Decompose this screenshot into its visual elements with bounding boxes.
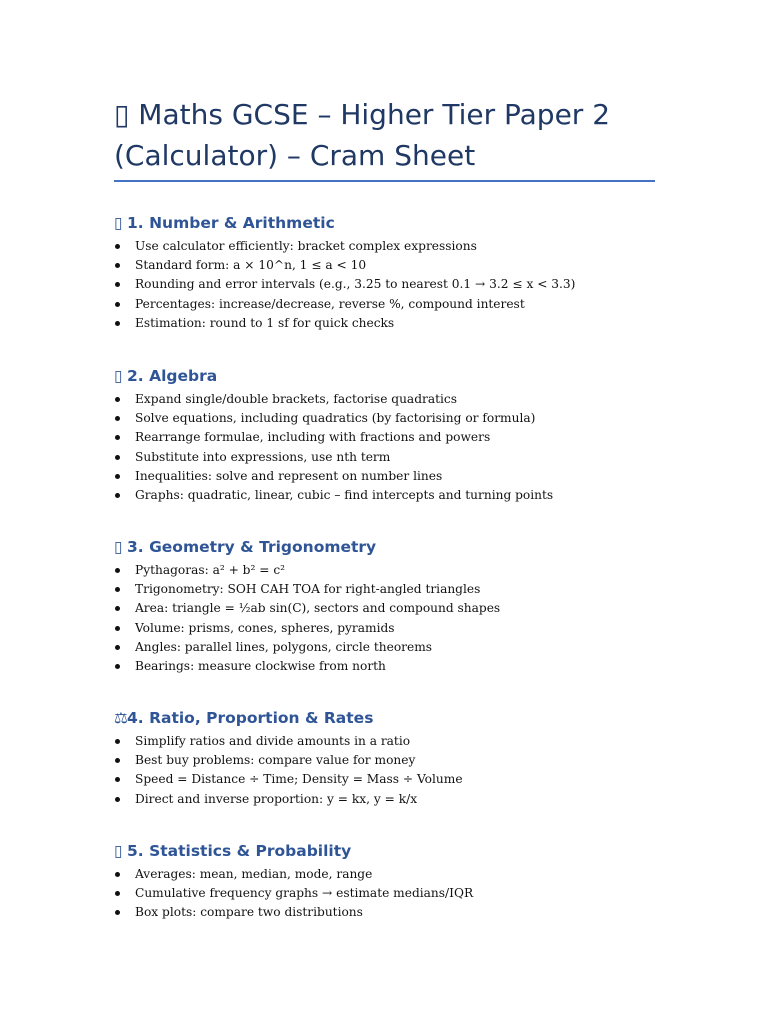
list-item: [114, 657, 714, 676]
bullet-icon: [115, 244, 120, 249]
bullet-icon: [115, 891, 120, 896]
list-item: [114, 237, 714, 256]
list-item-text: Angles: parallel lines, polygons, circle theorems: [135, 639, 433, 654]
bullet-list: [114, 561, 714, 676]
bullet-list: [114, 865, 714, 923]
bullet-icon: [115, 777, 120, 782]
list-item-text: Estimation: round to 1 sf for quick checks: [135, 315, 395, 330]
section-ratio-proportion-rates: [114, 708, 714, 809]
section-heading-text: 4. Ratio, Proportion & Rates: [127, 709, 374, 727]
list-item-text: Area: triangle = ½ab sin(C), sectors and compound shapes: [135, 601, 501, 616]
list-item: [114, 314, 714, 333]
list-item-text: Volume: prisms, cones, spheres, pyramids: [135, 620, 395, 635]
list-item: [114, 865, 714, 884]
bullet-icon: [115, 435, 120, 440]
list-item-text: Use calculator efficiently: bracket complex expressions: [135, 239, 477, 253]
list-item-text: Solve equations, including quadratics (by factorising or formula): [135, 411, 536, 426]
section-heading-text: 2. Algebra: [127, 367, 218, 385]
bullet-icon: [115, 872, 120, 877]
bullet-icon: [115, 910, 120, 915]
list-item: [114, 638, 714, 657]
bullet-icon: [115, 455, 120, 460]
list-item: [114, 884, 714, 903]
list-item-text: Simplify ratios and divide amounts in a ratio: [135, 734, 411, 748]
bullet-icon: [115, 302, 120, 307]
missing-glyph-icon: ▯: [114, 538, 123, 556]
bullet-icon: [115, 645, 120, 650]
bullet-icon: [115, 416, 120, 421]
list-item-text: Standard form: a × 10^n, 1 ≤ a < 10: [135, 258, 367, 273]
list-item: [114, 428, 714, 447]
section-heading-text: 5. Statistics & Probability: [127, 842, 352, 860]
list-item-text: Rearrange formulae, including with fractions and powers: [135, 430, 491, 445]
bullet-icon: [115, 664, 120, 669]
bullet-icon: [115, 797, 120, 802]
list-item-text: Inequalities: solve and represent on number lines: [135, 468, 443, 483]
list-item: [114, 599, 714, 618]
list-item-text: Speed = Distance ÷ Time; Density = Mass ÷ Volume: [135, 772, 463, 787]
document-title-line-2: (Calculator) – Cram Sheet: [114, 139, 476, 172]
list-item-text: Percentages: increase/decrease, reverse %, compound interest: [135, 296, 525, 311]
list-item-text: Best buy problems: compare value for money: [135, 753, 416, 768]
bullet-icon: [115, 474, 120, 479]
document-title: [114, 94, 674, 176]
missing-glyph-icon: ▯: [114, 842, 123, 860]
title-underline-rule: [114, 180, 655, 182]
list-item-text: Averages: mean, median, mode, range: [135, 867, 373, 881]
list-item-text: Expand single/double brackets, factorise quadratics: [135, 392, 457, 406]
bullet-icon: [115, 568, 120, 573]
list-item: [114, 467, 714, 486]
list-item: [114, 409, 714, 428]
bullet-icon: [115, 739, 120, 744]
list-item: [114, 770, 714, 789]
bullet-icon: [115, 587, 120, 592]
list-item-text: Substitute into expressions, use nth term: [135, 449, 391, 464]
list-item: [114, 751, 714, 770]
section-geometry-trigonometry: [114, 537, 714, 676]
section-heading-text: 1. Number & Arithmetic: [127, 214, 335, 232]
list-item: [114, 486, 714, 505]
bullet-icon: [115, 397, 120, 402]
bullet-list: [114, 237, 714, 333]
bullet-list: [114, 390, 714, 505]
section-number-arithmetic: [114, 213, 714, 333]
bullet-icon: [115, 758, 120, 763]
section-heading: [114, 708, 714, 728]
section-heading: [114, 841, 714, 861]
bullet-icon: [115, 282, 120, 287]
list-item: [114, 580, 714, 599]
scales-icon: ⚖: [114, 709, 128, 727]
section-heading: [114, 213, 714, 233]
list-item-text: Pythagoras: a² + b² = c²: [135, 563, 286, 577]
missing-glyph-icon: ▯: [114, 367, 123, 385]
bullet-icon: [115, 263, 120, 268]
list-item: [114, 295, 714, 314]
section-statistics-probability: [114, 841, 714, 923]
list-item: [114, 561, 714, 580]
list-item-text: Direct and inverse proportion: y = kx, y = k/x: [135, 791, 418, 806]
list-item: [114, 790, 714, 809]
list-item: [114, 903, 714, 922]
list-item-text: Cumulative frequency graphs → estimate medians/IQR: [135, 886, 474, 901]
list-item-text: Box plots: compare two distributions: [135, 905, 363, 920]
list-item-text: Bearings: measure clockwise from north: [135, 659, 386, 674]
section-algebra: [114, 366, 714, 505]
section-heading-text: 3. Geometry & Trigonometry: [127, 538, 377, 556]
list-item: [114, 256, 714, 275]
list-item-text: Rounding and error intervals (e.g., 3.25 to nearest 0.1 → 3.2 ≤ x < 3.3): [135, 277, 576, 292]
section-heading: [114, 366, 714, 386]
list-item: [114, 619, 714, 638]
missing-glyph-icon: ▯: [114, 214, 123, 232]
bullet-icon: [115, 321, 120, 326]
bullet-icon: [115, 626, 120, 631]
section-heading: [114, 537, 714, 557]
list-item: [114, 448, 714, 467]
list-item-text: Graphs: quadratic, linear, cubic – find intercepts and turning points: [135, 488, 554, 503]
list-item: [114, 275, 714, 294]
bullet-icon: [115, 606, 120, 611]
list-item: [114, 390, 714, 409]
document-title-line-1: ▯ Maths GCSE – Higher Tier Paper 2: [114, 98, 611, 131]
list-item-text: Trigonometry: SOH CAH TOA for right-angled triangles: [135, 582, 481, 597]
bullet-icon: [115, 493, 120, 498]
bullet-list: [114, 732, 714, 809]
list-item: [114, 732, 714, 751]
